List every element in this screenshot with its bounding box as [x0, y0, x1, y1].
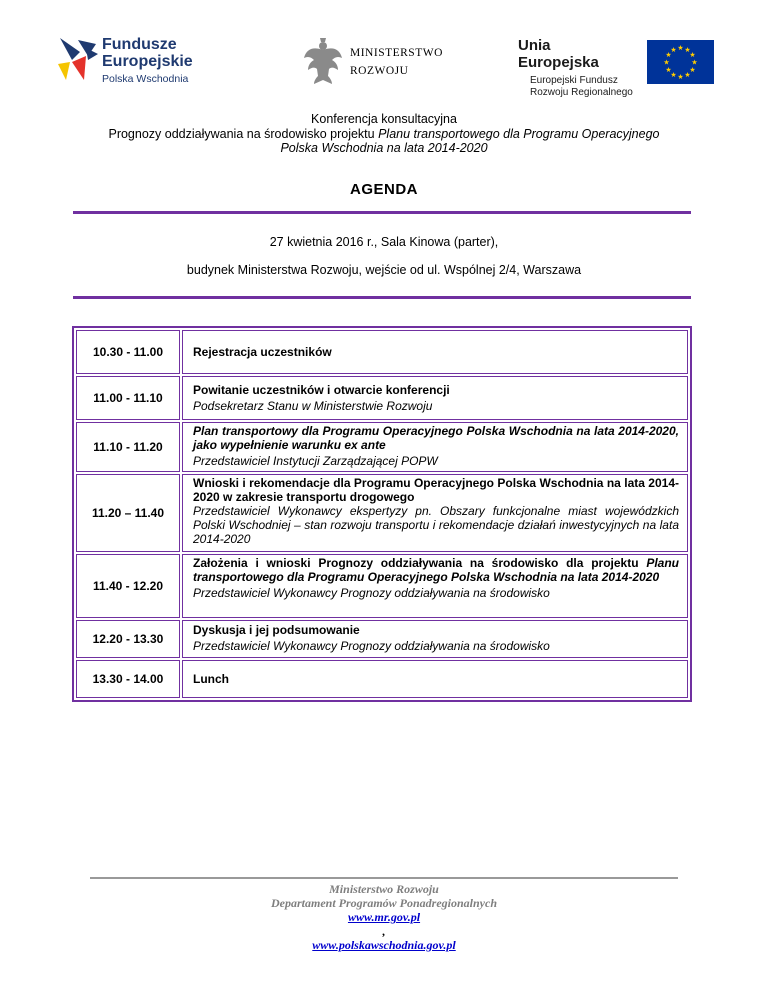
description-cell — [182, 474, 688, 552]
footer-link-separator: , — [382, 924, 386, 938]
conference-intro — [0, 112, 768, 156]
item-speaker: Przedstawiciel Wykonawcy Prognozy oddziaływania na środowisko — [193, 586, 550, 600]
conference-subtitle-1 — [0, 127, 768, 142]
table-row — [76, 376, 688, 420]
item-speaker: Przedstawiciel Wykonawcy Prognozy oddziaływania na środowisko — [193, 639, 550, 653]
fe-logo-line2: Europejskie — [102, 53, 193, 70]
eu-flag-icon — [647, 40, 714, 84]
time-cell: 13.30 - 14.00 — [76, 660, 180, 698]
item-title: Dyskusja i jej podsumowanie — [193, 623, 360, 637]
link-polskawschodnia[interactable]: www.polskawschodnia.gov.pl — [312, 938, 456, 952]
svg-text:★: ★ — [670, 71, 677, 79]
agenda-table — [72, 326, 692, 702]
footer — [0, 882, 768, 952]
description-cell — [182, 620, 688, 658]
item-title-italic: Planu transportowego dla Programu Operacyjnego Polska Wschodnia na lata 2014-2020 — [193, 556, 679, 584]
eu-logo-line3: Rozwoju Regionalnego — [530, 87, 633, 98]
time-cell: 11.20 – 11.40 — [76, 474, 180, 552]
table-row — [76, 474, 688, 552]
eu-logo-line1: Unia Europejska — [518, 37, 599, 71]
fe-logo-line3: Polska Wschodnia — [102, 73, 189, 85]
description-cell — [182, 376, 688, 420]
description-cell — [182, 422, 688, 472]
item-title: Wnioski i rekomendacje dla Programu Operacyjnego Polska Wschodnia na lata 2014-2020 w zakresie transportu drogowego — [193, 476, 679, 504]
header-logos — [0, 28, 768, 98]
item-title: Rejestracja uczestników — [193, 345, 332, 359]
subtitle-italic: Planu transportowego dla Programu Operacyjnego — [378, 126, 660, 141]
fundusze-europejskie-logo — [58, 34, 208, 86]
svg-text:★: ★ — [677, 44, 684, 52]
time-cell: 12.20 - 13.30 — [76, 620, 180, 658]
item-title: Powitanie uczestników i otwarcie konferencji — [193, 383, 450, 397]
item-title — [193, 556, 679, 584]
eagle-emblem-icon — [302, 36, 344, 86]
ministry-logo-line2: ROZWOJU — [350, 65, 409, 77]
item-speaker: Przedstawiciel Instytucji Zarządzającej POPW — [193, 454, 438, 468]
time-cell: 11.10 - 11.20 — [76, 422, 180, 472]
description-cell — [182, 554, 688, 618]
conference-title: Konferencja konsultacyjna — [311, 112, 457, 126]
link-mr-gov[interactable]: www.mr.gov.pl — [347, 910, 421, 924]
time-cell: 11.00 - 11.10 — [76, 376, 180, 420]
divider-top — [73, 211, 691, 214]
item-title-prefix: Założenia i wnioski Prognozy oddziaływania na środowisko dla projektu — [193, 556, 647, 570]
table-row — [76, 660, 688, 698]
table-row — [76, 330, 688, 374]
fe-logo-line1: Fundusze — [102, 36, 177, 53]
footer-ministry: Ministerstwo Rozwoju — [329, 882, 439, 896]
event-address: budynek Ministerstwa Rozwoju, wejście od ul. Wspólnej 2/4, Warszawa — [186, 263, 582, 277]
item-speaker: Podsekretarz Stanu w Ministerstwie Rozwoju — [193, 399, 433, 413]
item-speaker: Przedstawiciel Wykonawcy ekspertyzy pn. Obszary funkcjonalne miast wojewódzkich Polski Wschodniej – stan rozwoju transportu i rekomendacje działań inwestycyjnych na lata 2014-2020 — [193, 504, 679, 546]
time-cell: 11.40 - 12.20 — [76, 554, 180, 618]
conference-subtitle-2 — [0, 141, 768, 156]
subtitle-prefix: Prognozy oddziaływania na środowisko projektu — [108, 126, 379, 141]
table-row — [76, 554, 688, 618]
description-cell — [182, 330, 688, 374]
eu-logo-text — [518, 37, 635, 99]
table-row — [76, 422, 688, 472]
svg-text:★: ★ — [665, 66, 672, 74]
ministry-logo — [302, 36, 462, 86]
footer-divider — [90, 877, 678, 879]
svg-text:★: ★ — [670, 46, 677, 54]
svg-text:★: ★ — [689, 66, 696, 74]
svg-text:★: ★ — [689, 51, 696, 59]
agenda-heading: AGENDA — [349, 181, 418, 198]
svg-text:★: ★ — [665, 51, 672, 59]
fe-star-icon — [58, 34, 98, 84]
divider-bottom — [73, 296, 691, 299]
time-cell: 10.30 - 11.00 — [76, 330, 180, 374]
item-title: Lunch — [193, 672, 229, 686]
table-row — [76, 620, 688, 658]
ministry-logo-line1: MINISTERSTWO — [350, 47, 443, 59]
svg-text:★: ★ — [663, 58, 670, 67]
svg-text:★: ★ — [684, 46, 691, 54]
event-date-place: 27 kwietnia 2016 r., Sala Kinowa (parter), — [269, 235, 499, 249]
svg-text:★: ★ — [691, 58, 698, 67]
eu-logo-line2: Europejski Fundusz — [530, 75, 618, 86]
svg-text:★: ★ — [684, 71, 691, 79]
item-title: Plan transportowy dla Programu Operacyjnego Polska Wschodnia na lata 2014-2020, jako wypełnienie warunku ex ante — [193, 424, 679, 452]
svg-text:★: ★ — [677, 73, 684, 81]
subtitle-italic-2: Polska Wschodnia na lata 2014-2020 — [280, 141, 488, 155]
footer-links — [0, 910, 768, 952]
description-cell — [182, 660, 688, 698]
footer-department: Departament Programów Ponadregionalnych — [270, 896, 497, 910]
